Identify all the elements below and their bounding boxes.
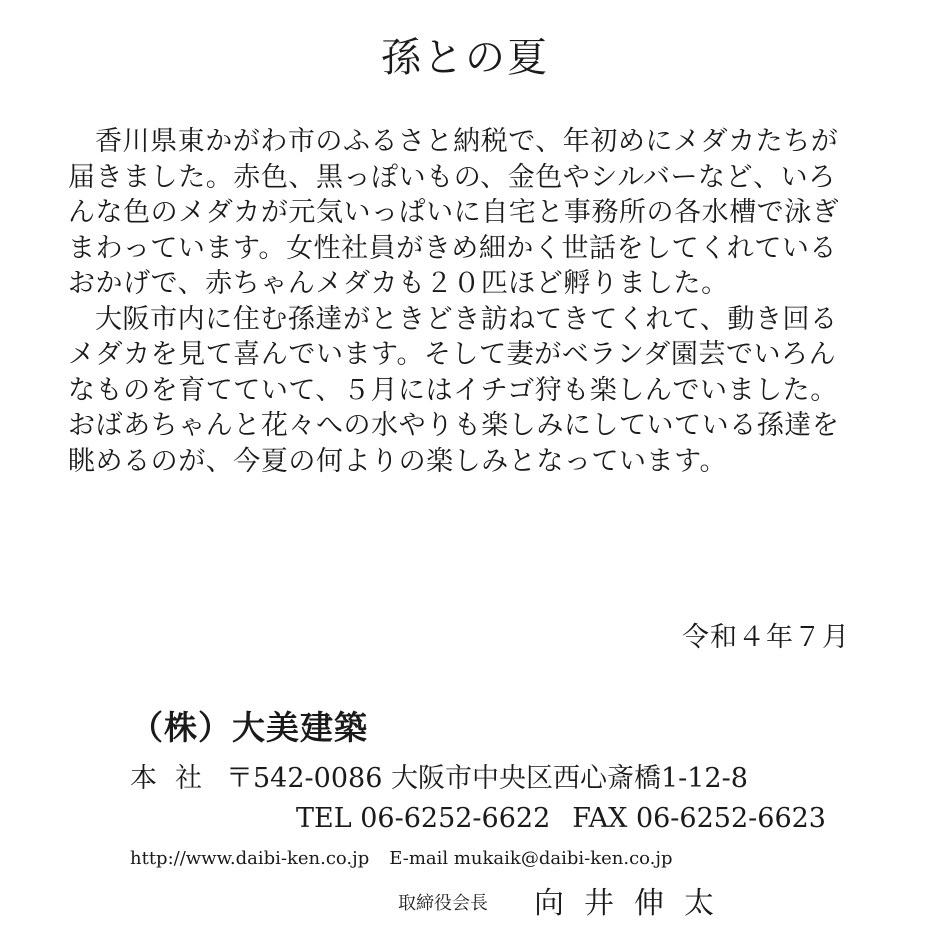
email-address: E-mail mukaik@daibi-ken.co.jp (389, 848, 673, 869)
fax-number: FAX 06-6252-6623 (572, 803, 826, 834)
paragraph-2: 大阪市内に住む孫達がときどき訪ねてきてくれて、動き回るメダカを見て喜んでいます。そして妻がベランダ園芸でいろんなものを育てていて、５月にはイチゴ狩も楽しんでいました。おばあちゃんと花々への水やりも楽しみにしていている孫達を眺めるのが、今夏の何よりの楽しみとなっています。 (68, 303, 840, 477)
head-office-address-row (130, 760, 748, 798)
letter-title: 孫との夏 (381, 35, 549, 81)
signer-name: 向井伸太 (534, 886, 734, 921)
website-url: http://www.daibi-ken.co.jp (130, 848, 370, 869)
signer-title: 取締役会長 (398, 893, 488, 914)
signature-row (398, 884, 734, 924)
company-name: （株）大美建築 (130, 708, 368, 747)
phone-number: TEL 06-6252-6622 (296, 803, 551, 834)
head-office-label: 本社 (130, 763, 220, 794)
paragraph-1: 香川県東かがわ市のふるさと納税で、年初めにメダカたちが届きました。赤色、黒っぽいもの、金色やシルバーなど、いろんな色のメダカが元気いっぱいに自宅と事務所の各水槽で泳ぎまわっています。女性社員がきめ細かく世話をしてくれているおかげで、赤ちゃんメダカも２０匹ほど孵りました。 (68, 126, 840, 299)
letter-date: 令和４年７月 (682, 622, 850, 653)
postal-address: 〒542-0086 大阪市中央区西心斎橋1-12-8 (226, 763, 748, 794)
letter-body (68, 124, 852, 479)
web-email-row (130, 846, 673, 872)
phone-fax-row (296, 800, 826, 838)
